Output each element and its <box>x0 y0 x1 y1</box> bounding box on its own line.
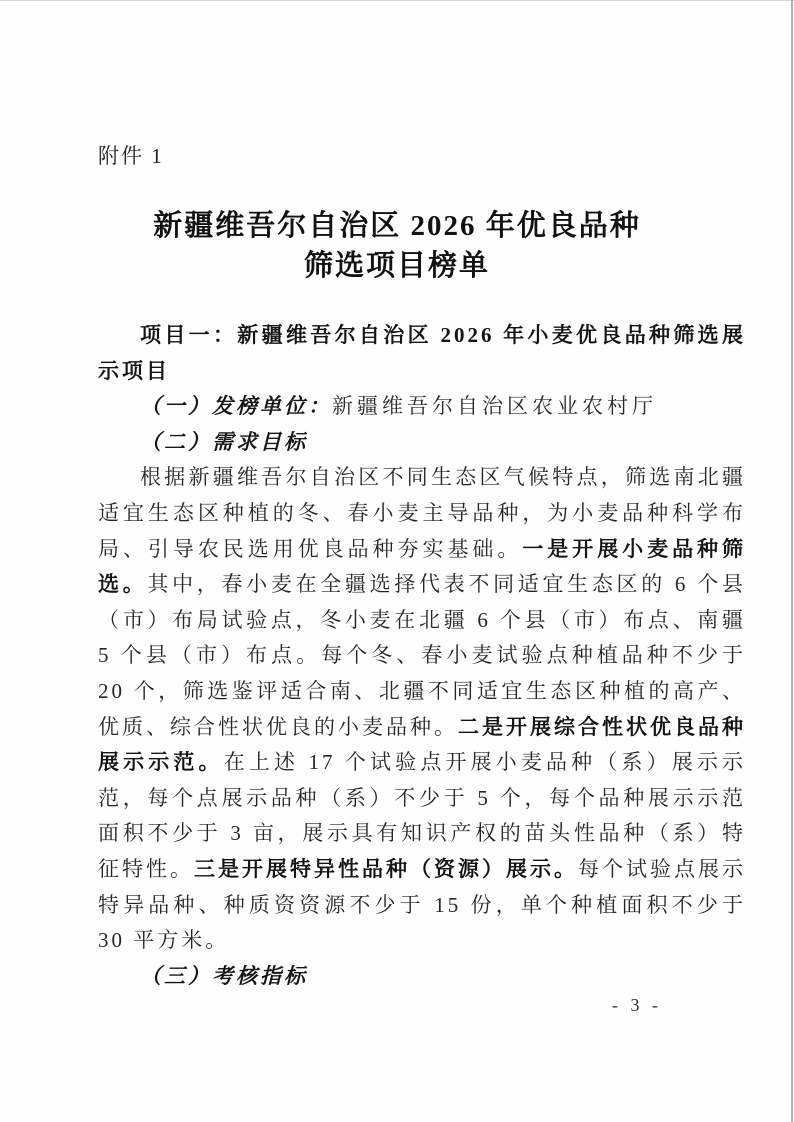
item-issuing-unit-value: 新疆维吾尔自治区农业农村厅 <box>332 394 657 419</box>
document-body <box>98 318 746 994</box>
body-segment-1: 根据新疆维吾尔自治区不同生态区气候特点，筛选南北疆适宜生态区种植的冬、春小麦主导品种，为小麦品种科学布局、引导农民选用优良品种夯实基础。 <box>98 465 746 561</box>
body-segment-6-bold: 三是开展特异性品种（资源）展示。 <box>194 856 578 881</box>
body-segment-2-bold: 一是开展小麦品种筛选。 <box>98 536 747 597</box>
item-assessment-indicators-heading <box>98 959 746 995</box>
page-number: - 3 - <box>612 995 662 1015</box>
item-demand-target-label: （二）需求目标 <box>140 429 308 454</box>
item-demand-target-heading <box>98 425 746 461</box>
document-title-line1: 新疆维吾尔自治区 2026 年优良品种 <box>153 210 641 242</box>
document-title-line2: 筛选项目榜单 <box>303 250 490 282</box>
project-heading <box>98 318 746 389</box>
body-segment-5: 在上述 17 个试验点开展小麦品种（系）展示示范，每个点展示品种（系）不少于 5 个，每个品种展示示范面积不少于 3 亩，展示具有知识产权的苗头性品种（系）特征特性。 <box>98 750 747 881</box>
scan-artifact-top-edge <box>0 0 794 1</box>
body-segment-4-bold: 二是开展综合性状优良品种展示示范。 <box>98 714 746 775</box>
project-heading-text: 项目一：新疆维吾尔自治区 2026 年小麦优良品种筛选展示项目 <box>98 323 746 383</box>
attachment-label: 附件 1 <box>98 144 164 168</box>
document-title <box>72 206 722 286</box>
body-segment-3: 其中，春小麦在全疆选择代表不同适宜生态区的 6 个县（市）布局试验点，冬小麦在北疆 6 个县（市）布点、南疆 5 个县（市）布点。每个冬、春小麦试验点种植品种不少于 20 个，筛选鉴评适合南、北疆不同适宜生态区种植的高产、优质、综合性状优良的小麦品种。 <box>98 572 747 739</box>
body-segment-7: 每个试验点展示特异品种、种质资资源不少于 15 份，单个种植面积不少于 30 平方米。 <box>98 856 746 953</box>
scan-artifact-right-edge <box>791 0 793 1122</box>
body-paragraph <box>98 460 746 958</box>
item-assessment-indicators-label: （三）考核指标 <box>140 963 308 988</box>
item-issuing-unit <box>98 389 746 425</box>
item-issuing-unit-label: （一）发榜单位： <box>140 394 332 419</box>
